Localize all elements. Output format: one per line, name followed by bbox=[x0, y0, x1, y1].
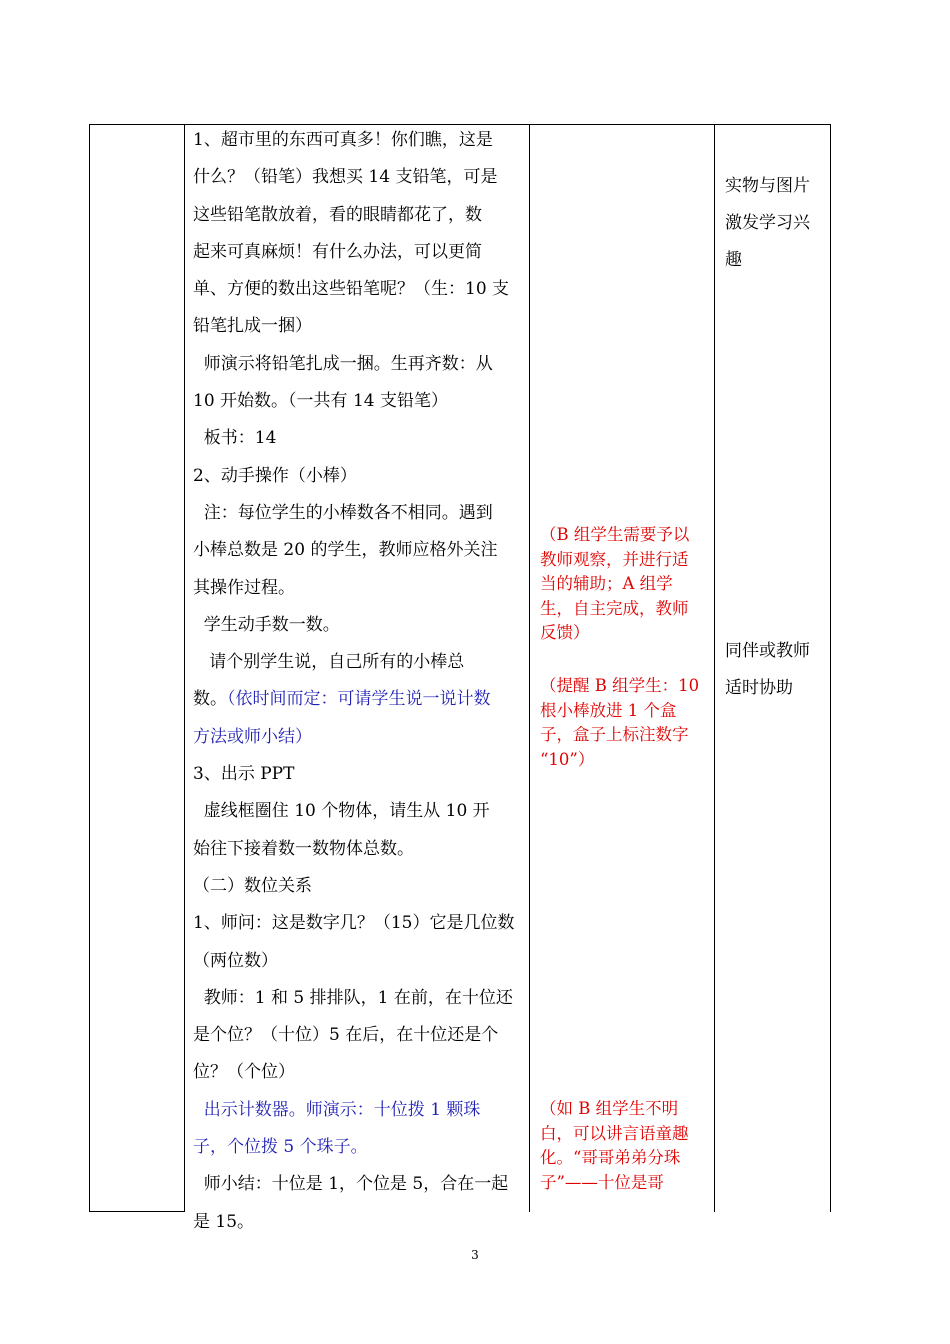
teaching-process-column bbox=[193, 122, 523, 1241]
process-line: 是 15。 bbox=[193, 1211, 255, 1232]
col2-right-border bbox=[529, 124, 530, 1212]
process-line: 这些铅笔散放着，看的眼睛都花了，数 bbox=[193, 204, 482, 225]
process-line: 注：每位学生的小棒数各不相同。遇到 bbox=[193, 502, 493, 523]
process-line: 学生动手数一数。 bbox=[193, 614, 340, 635]
process-line: 师演示将铅笔扎成一捆。生再齐数：从 bbox=[193, 353, 493, 374]
note-line: 化。“哥哥弟弟分珠 bbox=[540, 1148, 681, 1167]
process-line: 子，个位拨 5 个珠子。 bbox=[193, 1137, 368, 1158]
note-line: 生，自主完成，教师 bbox=[540, 598, 689, 618]
col3-right-border bbox=[714, 124, 715, 1212]
note-line: 教师观察，并进行适 bbox=[540, 549, 689, 569]
process-line: 1、超市里的东西可真多！你们瞧，这是 bbox=[193, 130, 493, 150]
intent-line: 实物与图片 bbox=[725, 176, 810, 196]
note-line: 子，盒子上标注数字 bbox=[540, 725, 689, 744]
process-line: 10 开始数。（一共有 14 支铅笔） bbox=[193, 391, 448, 412]
intent-line: 趣 bbox=[725, 250, 742, 270]
intent-line: 同伴或教师 bbox=[725, 641, 810, 661]
process-line: 是个位？（十位）5 在后，在十位还是个 bbox=[193, 1025, 499, 1046]
process-line: 小棒总数是 20 的学生，教师应格外关注 bbox=[193, 540, 498, 561]
process-line: 虚线框圈住 10 个物体，请生从 10 开 bbox=[193, 801, 490, 822]
intent-line: 适时协助 bbox=[725, 678, 793, 698]
process-line: （二）数位关系 bbox=[193, 875, 312, 896]
process-line: 铅笔扎成一捆） bbox=[193, 316, 312, 337]
process-line: 2、动手操作（小棒） bbox=[193, 465, 357, 486]
process-line: 方法或师小结） bbox=[193, 726, 312, 747]
process-line: （两位数） bbox=[193, 950, 278, 971]
process-line: 始往下接着数一数物体总数。 bbox=[193, 838, 414, 859]
intent-line: 激发学习兴 bbox=[725, 213, 810, 233]
note-line: 子”——十位是哥 bbox=[540, 1172, 664, 1192]
process-line: 板书：14 bbox=[193, 428, 277, 449]
col1-bottom-border bbox=[89, 1211, 185, 1212]
note-line: （如 B 组学生不明 bbox=[540, 1099, 679, 1118]
table-left-border bbox=[89, 124, 90, 1212]
table-right-border bbox=[830, 124, 831, 1212]
process-line: 1、师问：这是数字几？（15）它是几位数 bbox=[193, 913, 515, 934]
differentiation-note-1 bbox=[540, 523, 708, 646]
process-line: 教师：1 和 5 排排队，1 在前，在十位还 bbox=[193, 987, 513, 1008]
note-line: 白，可以讲言语童趣 bbox=[540, 1123, 689, 1143]
process-line: 起来可真麻烦！有什么办法，可以更简 bbox=[193, 241, 482, 262]
process-line: 师小结：十位是 1，个位是 5，合在一起 bbox=[193, 1174, 509, 1195]
process-line: 位？（个位） bbox=[193, 1062, 295, 1083]
note-line: 反馈） bbox=[540, 623, 590, 642]
process-line: 3、出示 PPT bbox=[193, 764, 295, 785]
page-number: 3 bbox=[471, 1248, 479, 1262]
differentiation-note-3 bbox=[540, 1097, 708, 1195]
process-line: 出示计数器。师演示：十位拨 1 颗珠 bbox=[193, 1099, 481, 1120]
design-intent-2 bbox=[725, 633, 825, 707]
process-line: 请个别学生说，自己所有的小棒总 bbox=[193, 652, 465, 673]
design-intent-1 bbox=[725, 168, 825, 279]
note-line: （B 组学生需要予以 bbox=[540, 525, 690, 544]
process-line: 什么？（铅笔）我想买 14 支铅笔，可是 bbox=[193, 167, 498, 188]
note-line: （提醒 B 组学生：10 bbox=[540, 676, 700, 695]
process-line: 单、方便的数出这些铅笔呢？（生：10 支 bbox=[193, 279, 510, 300]
col1-right-border bbox=[184, 124, 185, 1212]
differentiation-note-2 bbox=[540, 674, 708, 772]
process-line-note: （依时间而定：可请学生说一说计数 bbox=[227, 689, 491, 710]
note-line: “10”） bbox=[540, 749, 595, 769]
process-line: 其操作过程。 bbox=[193, 577, 295, 598]
process-line: 数。（依时间而定：可请学生说一说计数 bbox=[193, 689, 491, 710]
note-line: 当的辅助；A 组学 bbox=[540, 574, 673, 593]
note-line: 根小棒放进 1 个盒 bbox=[540, 700, 677, 720]
